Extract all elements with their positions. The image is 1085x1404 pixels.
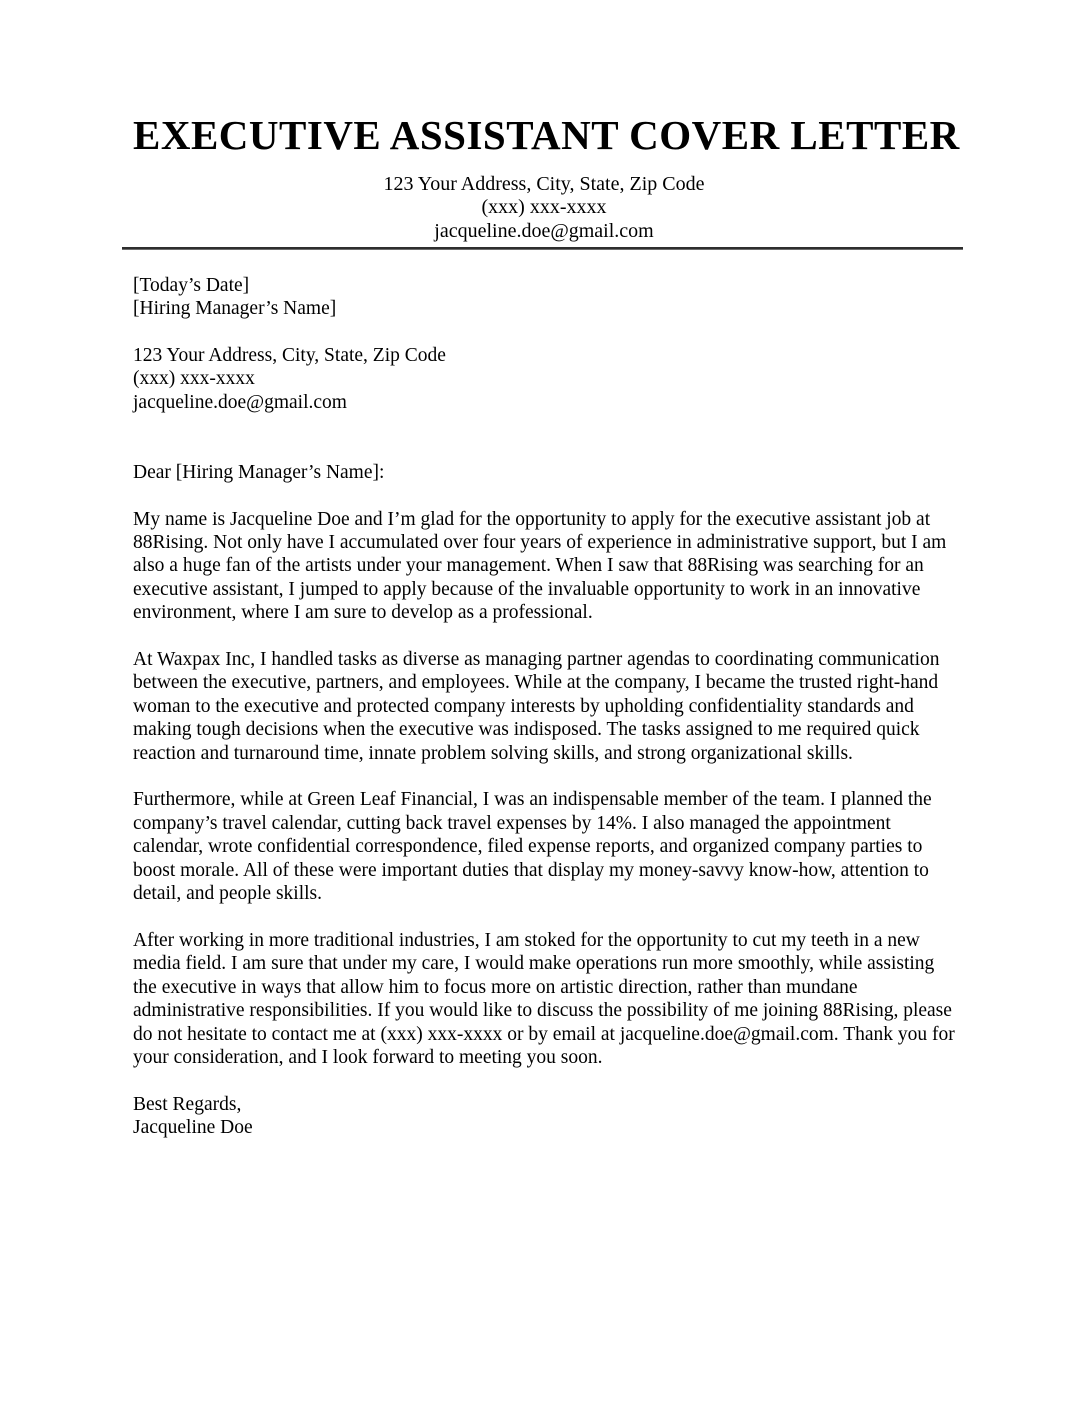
paragraph-introduction: My name is Jacqueline Doe and I’m glad for the opportunity to apply for the executive assistant job at 88Rising. Not only have I accumulated over four years of experience in administrative support, but I am also a huge fan of the artists under your management. When I saw that 88Rising was searching for an executive assistant, I jumped to apply because of the invaluable opportunity to work in an innovative environment, where I am sure to develop as a professional. bbox=[133, 508, 947, 624]
salutation-line: Dear [Hiring Manager’s Name]: bbox=[133, 461, 385, 483]
header-address-line: 123 Your Address, City, State, Zip Code bbox=[383, 173, 705, 195]
letter-body bbox=[133, 274, 955, 1140]
signoff-line: Best Regards, bbox=[133, 1093, 242, 1115]
paragraph-greenleaf-experience: Furthermore, while at Green Leaf Financial, I was an indispensable member of the team. I planned the company’s travel calendar, cutting back travel expenses by 14%. I also managed the appointment calendar, wrote confidential correspondence, filed expense reports, and organized company parties to boost morale. All of these were important duties that display my money-savvy know-how, attention to detail, and people skills. bbox=[133, 789, 932, 905]
date-placeholder-line: [Today’s Date] bbox=[133, 274, 250, 296]
header-contact-block bbox=[133, 173, 955, 243]
signature-name: Jacqueline Doe bbox=[133, 1117, 253, 1139]
paragraph-closing-pitch: After working in more traditional industries, I am stoked for the opportunity to cut my teeth in a new media field. I am sure that under my care, I would make operations run more smoothly, while assisting the executive in ways that allow him to focus more on artistic direction, rather than mundane administrative responsibilities. If you would like to discuss the possibility of me joining 88Rising, please do not hesitate to contact me at (xxx) xxx-xxxx or by email at jacqueline.doe@gmail.com. Thank you for your consideration, and I look forward to meeting you soon. bbox=[133, 929, 955, 1068]
header-email-line: jacqueline.doe@gmail.com bbox=[434, 219, 654, 242]
letter-title: EXECUTIVE ASSISTANT COVER LETTER bbox=[133, 112, 960, 158]
sender-address-line: 123 Your Address, City, State, Zip Code bbox=[133, 344, 446, 366]
date-manager-block bbox=[133, 274, 955, 321]
sender-email-line: jacqueline.doe@gmail.com bbox=[133, 391, 347, 413]
paragraph-waxpax-experience: At Waxpax Inc, I handled tasks as diverse as managing partner agendas to coordinating communication between the executive, partners, and employees. While at the company, I became the trusted right-hand woman to the executive and protected company interests by upholding confidentiality standards and making tough decisions when the executive was indisposed. The tasks assigned to me required quick reaction and turnaround time, innate problem solving skills, and strong organizational skills. bbox=[133, 649, 940, 764]
sender-contact-block bbox=[133, 344, 955, 414]
header-phone-line: (xxx) xxx-xxxx bbox=[481, 196, 607, 219]
header-divider-rule bbox=[122, 247, 963, 250]
manager-placeholder-line: [Hiring Manager’s Name] bbox=[133, 298, 337, 320]
closing-block bbox=[133, 1093, 955, 1140]
sender-phone-line: (xxx) xxx-xxxx bbox=[133, 368, 255, 390]
